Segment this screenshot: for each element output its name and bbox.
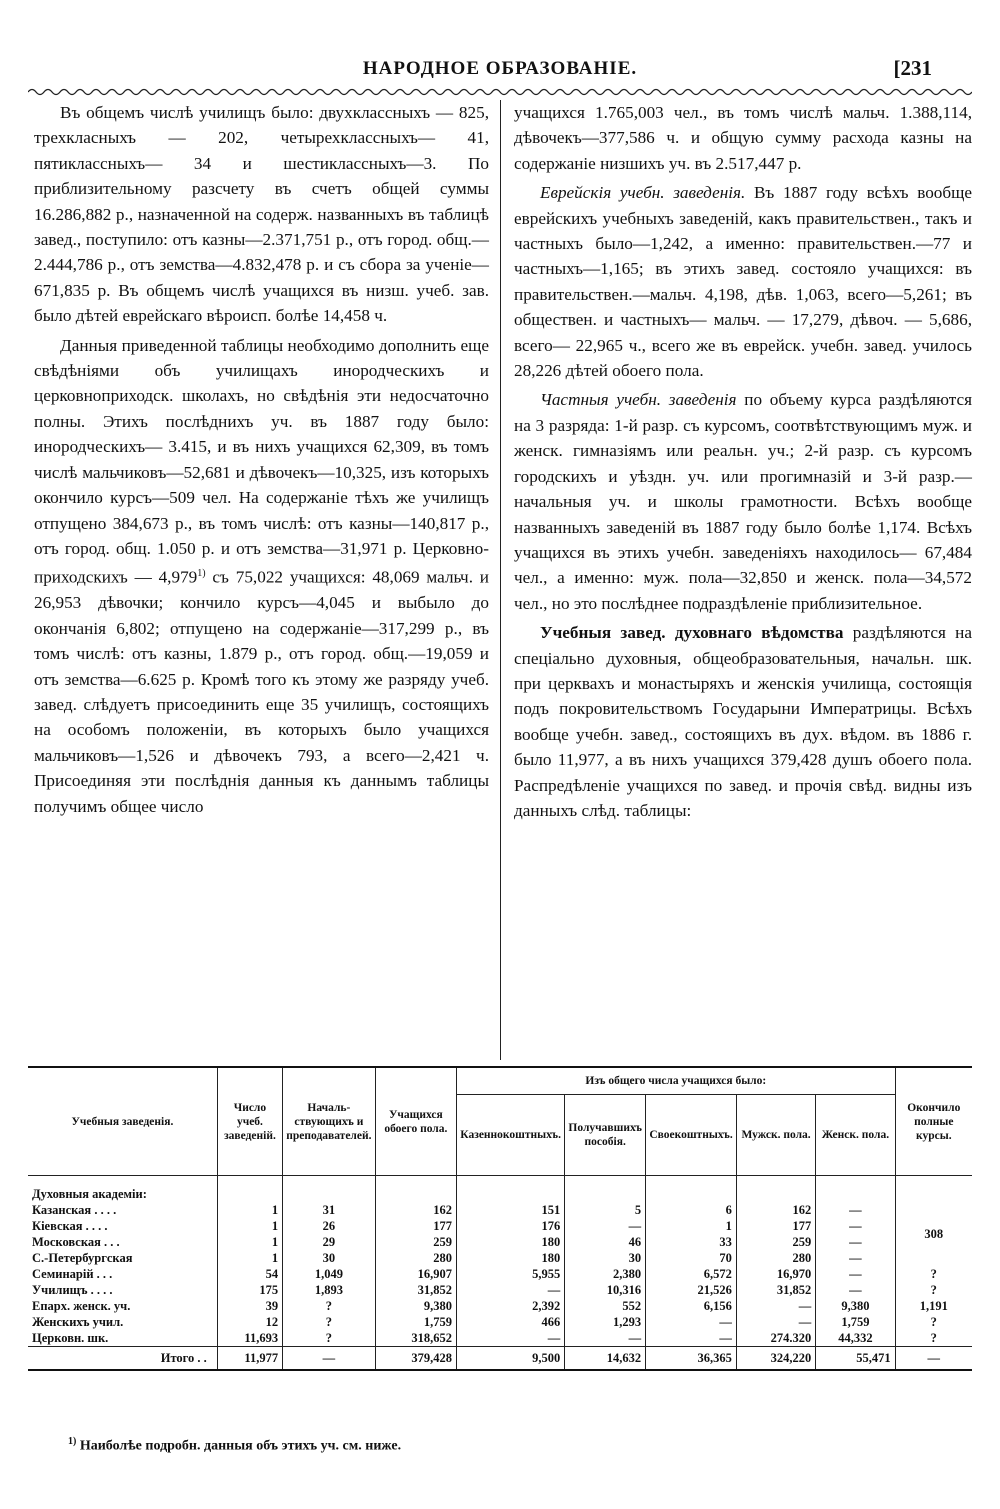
cell-male: — [736, 1314, 815, 1330]
right-paragraph-1: учащихся 1.765,003 чел., въ томъ числѣ мальч. 1.388,114, дѣвочекъ—377,586 ч. и общую сумму расхода казны на содержаніе низшихъ уч. въ 2.517,447 р. [514, 103, 972, 173]
total-count: 11,977 [217, 1347, 282, 1371]
header-female: Женск. пола. [816, 1095, 895, 1176]
row-name: Московская . . . [32, 1235, 120, 1249]
cell-count: 1 [217, 1250, 282, 1266]
column-divider [500, 100, 501, 1060]
cell-state: 176 [457, 1218, 565, 1234]
cell-self: 1 [646, 1218, 737, 1234]
total-male: 324,220 [736, 1347, 815, 1371]
table-row [28, 1282, 972, 1298]
total-label: Итого . . [28, 1347, 217, 1371]
cell-pupils: 259 [375, 1234, 456, 1250]
cell-self: 21,526 [646, 1282, 737, 1298]
cell-count: 54 [217, 1266, 282, 1282]
cell-count: 175 [217, 1282, 282, 1298]
cell-male: 274.320 [736, 1330, 815, 1347]
row-name: Епарх. женск. уч. [32, 1299, 131, 1313]
header-state: Казеннокоштныхъ. [457, 1095, 565, 1176]
cell-state: 466 [457, 1314, 565, 1330]
page-number: [231 [893, 56, 932, 80]
wavy-divider [28, 86, 972, 98]
total-pupils: 379,428 [375, 1347, 456, 1371]
table-row [28, 1250, 972, 1266]
right-paragraph-4 [514, 620, 972, 823]
cell-count: 12 [217, 1314, 282, 1330]
cell-male: 259 [736, 1234, 815, 1250]
cell-staff: ? [283, 1298, 376, 1314]
cell-count: 11,693 [217, 1330, 282, 1347]
cell-aided: 5 [565, 1202, 646, 1218]
cell-finished: ? [895, 1330, 972, 1347]
cell-aided: 1,293 [565, 1314, 646, 1330]
cell-count: 1 [217, 1234, 282, 1250]
cell-staff: 26 [283, 1218, 376, 1234]
statistics-table-wrap [28, 1066, 972, 1371]
cell-male: 162 [736, 1202, 815, 1218]
table-body [28, 1176, 972, 1371]
total-state: 9,500 [457, 1347, 565, 1371]
header-pupils: Учащихся обоего пола. [375, 1067, 456, 1176]
cell-count: 1 [217, 1202, 282, 1218]
header-aided: Получавшихъ пособія. [565, 1095, 646, 1176]
clerical-schools-table [28, 1066, 972, 1371]
page-header [28, 58, 972, 88]
cell-female: — [816, 1282, 895, 1298]
left-paragraph-1: Въ общемъ числѣ училищъ было: двухклассныхъ — 825, трехкласныхъ — 202, четырехклассныхъ— 41, пятиклассныхъ— 34 и шестиклассныхъ—3. По приблизительному разсчету въ счетъ общей суммы 16.286,882 р., назначенной на содерж. названныхъ въ таблицѣ завед., поступило: отъ казны—2.371,751 р., отъ город. общ.— 2.444,786 р., отъ земства—4.832,478 р. и съ сбора за ученіе—671,835 р. Въ общемъ числѣ учащихся въ низш. учеб. зав. было дѣтей еврейскаго вѣроисп. болѣе 14,458 ч. [34, 103, 489, 326]
cell-staff: 31 [283, 1202, 376, 1218]
cell-pupils: 1,759 [375, 1314, 456, 1330]
row-name: Женскихъ учил. [32, 1315, 124, 1329]
header-count: Число учеб. заведеній. [217, 1067, 282, 1176]
cell-female: — [816, 1234, 895, 1250]
table-row [28, 1202, 972, 1218]
total-staff: — [283, 1347, 376, 1371]
right-paragraph-3 [514, 387, 972, 616]
cell-staff: ? [283, 1330, 376, 1347]
header-staff: Начальствующихъ и преподавателей. [283, 1067, 376, 1176]
cell-aided: 30 [565, 1250, 646, 1266]
cell-female: 44,332 [816, 1330, 895, 1347]
cell-self: — [646, 1314, 737, 1330]
cell-female: — [816, 1266, 895, 1282]
cell-female: 9,380 [816, 1298, 895, 1314]
cell-aided: — [565, 1330, 646, 1347]
header-group: Изъ общего числа учащихся было: [457, 1067, 896, 1095]
cell-female: — [816, 1218, 895, 1234]
running-title: НАРОДНОЕ ОБРАЗОВАНІЕ. [362, 58, 638, 79]
right-paragraph-2-text: Въ 1887 году всѣхъ вообще еврейскихъ учебныхъ заведеній, какъ правительствен., такъ и частныхъ было—1,242, а именно: правительствен.—77 и частныхъ—1,165; въ этихъ завед. состояло учащихся: въ правительствен.—мальч. 4,198, дѣв. 1,063, всего—5,261; въ обществен. и частныхъ— мальч. — 17,279, дѣвоч. — 5,686, всего— 22,965 ч., всего же въ еврейск. учебн. завед. училось 28,226 дѣтей обоего пола. [514, 183, 972, 381]
section-row [28, 1176, 972, 1203]
right-column [514, 100, 972, 823]
cell-finished: ? [895, 1266, 972, 1282]
footnote [68, 1436, 401, 1455]
cell-pupils: 16,907 [375, 1266, 456, 1282]
row-name: С.-Петербургская [32, 1251, 133, 1265]
header-self: Своекоштныхъ. [646, 1095, 737, 1176]
total-female: 55,471 [816, 1347, 895, 1371]
cell-self: 6,572 [646, 1266, 737, 1282]
row-name: Семинарій . . . [32, 1267, 113, 1281]
header-institutions: Учебныя заведенія. [28, 1067, 217, 1176]
row-name: Церковн. шк. [32, 1331, 109, 1345]
page [28, 0, 972, 1509]
cell-self: 6,156 [646, 1298, 737, 1314]
right-paragraph-3-text: по объему курса раздѣляются на 3 разряда: 1-й разр. съ курсомъ, соотвѣтствующимъ муж. и женск. гимназіямъ или реальн. уч.; 2-й разр. съ курсомъ городскихъ и уѣздн. уч. или прогимназій и 3-й разр.—начальныя уч. и школы грамотности. Всѣхъ вообще названныхъ заведеній въ 1887 году было болѣе 1,174. Всѣхъ учащихся въ этихъ учебн. заведеніяхъ находилось— 67,484 чел., а именно: муж. пола—32,850 и женск. пола—34,572 чел., но это послѣднее подраздѣленіе приблизительное. [514, 390, 972, 613]
cell-male: 16,970 [736, 1266, 815, 1282]
cell-finished: 308 [895, 1202, 972, 1266]
table-row [28, 1298, 972, 1314]
right-paragraph-2 [514, 180, 972, 383]
header-male: Мужск. пола. [736, 1095, 815, 1176]
left-column [34, 100, 489, 819]
cell-finished: ? [895, 1314, 972, 1330]
cell-female: 1,759 [816, 1314, 895, 1330]
table-row [28, 1330, 972, 1347]
total-self: 36,365 [646, 1347, 737, 1371]
cell-male: 177 [736, 1218, 815, 1234]
cell-staff: 1,893 [283, 1282, 376, 1298]
jewish-schools-heading: Еврейскія учебн. заведенія. [540, 183, 746, 203]
cell-aided: 552 [565, 1298, 646, 1314]
left-paragraph-2 [34, 333, 489, 819]
cell-pupils: 9,380 [375, 1298, 456, 1314]
table-row [28, 1218, 972, 1234]
cell-male: 280 [736, 1250, 815, 1266]
cell-self: 70 [646, 1250, 737, 1266]
cell-self: 6 [646, 1202, 737, 1218]
text-columns [28, 100, 972, 1060]
total-aided: 14,632 [565, 1347, 646, 1371]
cell-count: 1 [217, 1218, 282, 1234]
cell-state: 151 [457, 1202, 565, 1218]
cell-staff: 29 [283, 1234, 376, 1250]
cell-female: — [816, 1202, 895, 1218]
cell-female: — [816, 1250, 895, 1266]
table-row [28, 1234, 972, 1250]
section-label: Духовныя академіи: [32, 1187, 147, 1201]
header-finished: Окончило полные курсы. [895, 1067, 972, 1176]
left-paragraph-2-text: Данныя приведенной таблицы необходимо дополнить еще свѣдѣніями объ училищахъ инородческихъ и церковноприходск. школахъ, но свѣдѣнія эти недосчаточно полны. Этихъ послѣднихъ уч. въ 1887 году было: инородческихъ— 3.415, и въ нихъ учащихся 62,309, въ томъ числѣ мальчиковъ—52,681 и дѣвочекъ—10,325, изъ которыхъ окончило курсъ—509 чел. На содержаніе тѣхъ же училищъ отпущено 384,673 р., въ томъ числѣ: отъ казны—140,817 р., отъ город. общ. 1.050 р. и отъ земства—31,971 р. Церковно-приходскихъ — 4,979 [34, 335, 489, 588]
cell-state: 180 [457, 1234, 565, 1250]
cell-staff: ? [283, 1314, 376, 1330]
cell-state: — [457, 1282, 565, 1298]
cell-state: 180 [457, 1250, 565, 1266]
cell-pupils: 280 [375, 1250, 456, 1266]
cell-pupils: 162 [375, 1202, 456, 1218]
cell-staff: 1,049 [283, 1266, 376, 1282]
footnote-mark: 1) [68, 1436, 77, 1447]
cell-self: — [646, 1330, 737, 1347]
row-name: Кіевская . . . . [32, 1219, 108, 1233]
right-paragraph-4-text: раздѣляются на спеціально духовныя, общеобразовательныя, начальн. шк. при церквахъ и монастыряхъ и женскія училища, состоящія подъ покровительствомъ Государыни Императрицы. Всѣхъ вообще учебн. завед., состоящихъ въ дух. вѣдом. въ 1886 г. было 11,977, а въ нихъ учащихся 379,428 душъ обоего пола. Распредѣленіе учащихся по завед. и прочія свѣд. видны изъ данныхъ слѣд. таблицы: [514, 623, 972, 820]
clerical-schools-heading: Учебныя завед. духовнаго вѣдомства [540, 623, 844, 643]
cell-pupils: 177 [375, 1218, 456, 1234]
total-finished: — [895, 1347, 972, 1371]
cell-pupils: 31,852 [375, 1282, 456, 1298]
table-row [28, 1314, 972, 1330]
footnote-ref: 1) [197, 568, 206, 580]
cell-aided: 2,380 [565, 1266, 646, 1282]
cell-pupils: 318,652 [375, 1330, 456, 1347]
cell-state: 2,392 [457, 1298, 565, 1314]
cell-state: 5,955 [457, 1266, 565, 1282]
private-schools-heading: Частныя учебн. заведенія [540, 390, 737, 410]
cell-aided: 46 [565, 1234, 646, 1250]
footnote-text: Наиболѣе подробн. данныя объ этихъ уч. см. ниже. [76, 1438, 402, 1454]
table-row [28, 1266, 972, 1282]
cell-count: 39 [217, 1298, 282, 1314]
total-row [28, 1347, 972, 1371]
cell-finished: ? [895, 1282, 972, 1298]
cell-finished: 1,191 [895, 1298, 972, 1314]
cell-aided: 10,316 [565, 1282, 646, 1298]
left-paragraph-2-tail: съ 75,022 учащихся: 48,069 мальч. и 26,953 дѣвочки; кончило курсъ—4,045 и выбыло до окончанія 6,802; отпущено на содержаніе—317,299 р., въ томъ числѣ: отъ казны, 1.879 р., отъ город. общ.—19,059 и отъ земства—6.625 р. Кромѣ того къ этому же разряду учеб. завед. слѣдуетъ присоединить еще 35 училищъ, состоящихъ на особомъ положеніи, въ которыхъ было учащихся мальчиковъ—1,526 и дѣвочекъ 793, а всего—2,421 ч. Присоединяя эти послѣднія данныя къ даннымъ таблицы получимъ общее число [34, 568, 489, 816]
row-name: Казанская . . . . [32, 1203, 117, 1217]
cell-male: — [736, 1298, 815, 1314]
cell-male: 31,852 [736, 1282, 815, 1298]
row-name: Училищъ . . . . [32, 1283, 113, 1297]
cell-state: — [457, 1330, 565, 1347]
cell-staff: 30 [283, 1250, 376, 1266]
cell-aided: — [565, 1218, 646, 1234]
cell-self: 33 [646, 1234, 737, 1250]
